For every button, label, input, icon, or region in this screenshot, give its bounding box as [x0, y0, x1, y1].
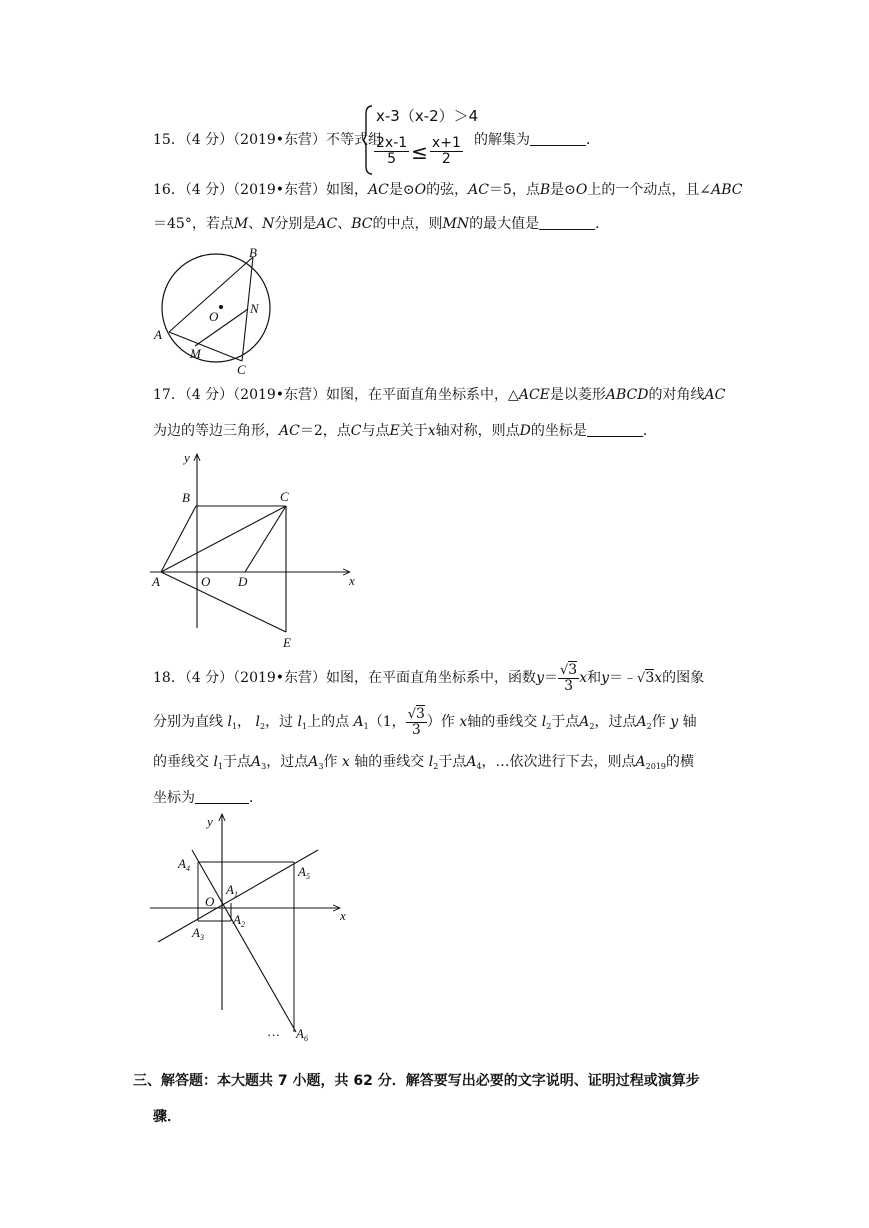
q16-text: N: [262, 216, 275, 232]
q18-label-a2: [232, 912, 245, 929]
q15-answer-blank[interactable]: [530, 131, 586, 146]
q18-text: y: [601, 670, 610, 686]
q18-text: y: [670, 714, 679, 730]
q18-frac-num: √3: [559, 661, 578, 678]
q18-line-4: [153, 788, 263, 808]
q18-label-y: y: [207, 814, 213, 829]
q18-text: 于点: [438, 754, 467, 770]
q15-end-mark: ．: [586, 132, 600, 148]
q17-figure: [148, 448, 364, 654]
q18-text: ，: [237, 714, 252, 730]
q16-text: 、: [248, 216, 263, 232]
q15-prefix: 15．（4 分）（2019•东营）不等式组: [153, 132, 383, 148]
q18-frac-den: 3: [564, 677, 574, 694]
q18-text: A: [251, 754, 262, 770]
q16-text: O: [414, 182, 427, 198]
q18-label-a1-sub: 1: [233, 890, 238, 899]
q16-text: 的弦，: [426, 182, 469, 198]
q18-text: 上的点: [307, 714, 350, 730]
q18-text: 分别为直线: [153, 714, 223, 730]
q18-sub: 4: [476, 762, 482, 771]
q17-line-1: [153, 385, 725, 405]
q18-text: A: [579, 714, 590, 730]
q16-label-n: N: [250, 301, 259, 316]
q18-label-a1-letter: A: [226, 882, 234, 897]
q17-text: C: [350, 423, 362, 439]
q18-text: ）作: [426, 714, 455, 730]
q17-label-x: x: [349, 573, 355, 588]
q15-inequality-1: x-3（x-2）＞4: [376, 107, 479, 125]
q18-text: ，过点: [266, 754, 309, 770]
q17-side-cd: [245, 506, 286, 572]
q17-text: E: [389, 423, 400, 439]
q16-center-dot: [219, 305, 223, 309]
q18-label-a5-sub: 5: [305, 872, 310, 881]
q18-label-a2-letter: A: [233, 912, 241, 927]
q16-text: B: [539, 182, 551, 198]
q16-text: AC: [368, 182, 389, 198]
q17-text: D: [519, 423, 531, 439]
q17-label-c: C: [280, 489, 289, 504]
q18-label-a3: [191, 925, 204, 942]
q16-text: ABC: [711, 182, 743, 198]
q18-label-a2-sub: 2: [240, 920, 245, 929]
q16-text: ＝45°，若点: [153, 216, 234, 232]
section-3-heading-line-1: 三、解答题：本大题共 7 小题，共 62 分．解答要写出必要的文字说明、证明过程或演算步: [133, 1073, 700, 1089]
q17-text: 关于: [399, 423, 428, 439]
q18-text: A: [466, 754, 477, 770]
q18-sub: 1: [302, 722, 308, 731]
q18-label-o: O: [205, 894, 215, 909]
q16-answer-blank[interactable]: [539, 215, 595, 230]
q16-label-m: M: [190, 346, 201, 361]
q18-text: A: [636, 714, 647, 730]
q18-label-a3-sub: 3: [199, 933, 204, 942]
q18-text: （1，: [368, 714, 406, 730]
q18-text: 和: [587, 670, 602, 686]
q16-text: 的中点，则: [372, 216, 443, 232]
q16-text: 、: [337, 216, 352, 232]
q17-label-e: E: [283, 635, 291, 650]
q16-text: BC: [351, 216, 373, 232]
q17-text: 轴对称，则点: [435, 423, 520, 439]
q18-sub: 2: [546, 722, 552, 731]
q16-text: 分别是: [274, 216, 317, 232]
q18-text: l: [255, 714, 260, 730]
q18-figure: [148, 810, 358, 1046]
q18-answer-blank[interactable]: [195, 789, 249, 804]
q18-label-a5: [297, 864, 310, 881]
q15-brace: [362, 104, 374, 176]
q15-f1-den: 5: [387, 151, 397, 167]
q16-label-b: B: [249, 245, 257, 260]
q17-side-ae: [161, 572, 286, 632]
q15-f2-num: x+1: [431, 135, 461, 151]
q18-text: ＝﹣: [609, 670, 638, 686]
q16-end-mark: ．: [595, 216, 610, 232]
q18-sqrt3: √3: [637, 670, 655, 686]
q16-chord-ac: [169, 332, 242, 361]
q18-text: x: [459, 714, 468, 730]
q18-text: 轴的垂线交: [354, 754, 425, 770]
q18-line-2: [153, 702, 697, 747]
q17-label-d: D: [238, 574, 248, 589]
q18-text: 的图象: [662, 670, 705, 686]
q18-text: A: [353, 714, 364, 730]
q18-text: l: [297, 714, 302, 730]
q17-text: 是以菱形: [549, 387, 606, 403]
q18-text: x: [654, 670, 663, 686]
q18-sub: 2: [259, 722, 266, 731]
q18-fraction-sqrt3-over-3: [406, 707, 427, 738]
q18-text: 的横: [666, 754, 695, 770]
q18-label-a4-letter: A: [178, 856, 186, 871]
q18-text: y: [536, 670, 544, 686]
q18-sub: 3: [318, 762, 324, 771]
q17-label-b: B: [182, 490, 190, 505]
q17-label-a: A: [152, 574, 160, 589]
q16-label-a: A: [154, 327, 162, 342]
q18-text: 作: [323, 754, 338, 770]
q18-sqrt-radicand: 3: [645, 670, 655, 686]
q18-text: l: [227, 714, 232, 730]
q16-text: 是⊙: [388, 182, 415, 198]
q17-text: x: [427, 423, 436, 439]
q17-line-2: [153, 421, 657, 441]
q16-text: MN: [442, 216, 470, 232]
q18-sub: 2: [589, 722, 595, 731]
q18-label-a6-letter: A: [296, 1026, 304, 1041]
q18-label-a5-letter: A: [298, 864, 306, 879]
q16-line-2: [153, 214, 609, 234]
q18-frac-den: 3: [411, 721, 421, 738]
q15-fraction-1: [374, 136, 409, 167]
q18-label-a6-sub: 6: [303, 1034, 308, 1043]
q17-side-ab: [161, 506, 196, 572]
q16-segment-mn: [195, 309, 248, 346]
q18-end-mark: ．: [249, 790, 263, 806]
q17-text: ＝2，点: [299, 423, 351, 439]
q18-text: ＝: [543, 670, 558, 686]
q16-text: AC: [316, 216, 338, 232]
q18-sqrt-radicand: 3: [568, 661, 578, 678]
q15-leq: ≤: [411, 139, 428, 164]
q16-label-c: C: [237, 362, 246, 376]
q18-label-a6: [295, 1026, 308, 1043]
q17-text: 与点: [361, 423, 390, 439]
q16-line-1: [153, 180, 742, 200]
q18-sqrt-radicand: 3: [415, 705, 425, 722]
q15-suffix-text: 的解集为: [474, 132, 530, 148]
q18-label-a4-sub: 4: [185, 864, 190, 873]
q15-fraction-2: [430, 136, 463, 167]
q18-text: ，过: [265, 714, 294, 730]
q18-text: 坐标为: [153, 790, 195, 806]
q18-text: 轴的垂线交: [467, 714, 538, 730]
q15-suffix: [474, 130, 600, 150]
q15-f1-num: 2x-1: [376, 135, 408, 151]
q16-figure: [148, 244, 284, 376]
q18-line-l2: [192, 850, 296, 1032]
q18-text: ，…依次进行下去，则点: [481, 754, 636, 770]
q16-text: O: [575, 182, 588, 198]
q18-sub: 2: [433, 762, 439, 771]
q18-text: l: [213, 754, 218, 770]
q17-label-o: O: [201, 574, 211, 589]
q17-text: ABCD: [605, 387, 649, 403]
q15-f2-den: 2: [441, 151, 451, 167]
q17-text: AC: [704, 387, 726, 403]
q18-sub: 1: [231, 722, 238, 731]
q18-text: l: [541, 714, 547, 730]
q18-text: ，过点: [594, 714, 637, 730]
q18-sub: 1: [363, 722, 369, 731]
q18-text: 作: [651, 714, 666, 730]
q18-label-dots: …: [268, 1024, 280, 1039]
q18-sub: 2: [646, 722, 652, 731]
q18-label-a4: [177, 856, 190, 873]
q17-answer-blank[interactable]: [587, 422, 643, 437]
q17-text: ACE: [518, 387, 550, 403]
q18-text: x: [579, 670, 588, 686]
q18-text: 的垂线交: [153, 754, 209, 770]
q18-fraction-sqrt3-over-3: [558, 663, 579, 694]
q17-text: 17．（4 分）（2019•东营）如图，在平面直角坐标系中，△: [153, 387, 519, 403]
q18-text: 轴: [682, 714, 697, 730]
q18-text: 于点: [223, 754, 252, 770]
q16-text: 上的一个动点，且∠: [587, 182, 712, 198]
q17-text: 为边的等边三角形，: [153, 423, 279, 439]
q17-text: AC: [279, 423, 300, 439]
q18-label-a3-letter: A: [192, 925, 200, 940]
q18-text: 于点: [551, 714, 580, 730]
q17-end-mark: ．: [642, 423, 657, 439]
q18-text: x: [341, 754, 350, 770]
q17-text: 的对角线: [648, 387, 705, 403]
q16-text: 的最大值是: [469, 216, 540, 232]
q16-label-o: O: [209, 309, 219, 324]
q18-line-1: [153, 658, 704, 699]
q18-sub: 3: [261, 762, 267, 771]
q17-diagonal-ac: [161, 506, 286, 572]
q16-text: ＝5，点: [488, 182, 540, 198]
q18-text: 18．（4 分）（2019•东营）如图，在平面直角坐标系中，函数: [153, 670, 537, 686]
q17-label-y: y: [184, 450, 190, 465]
q16-text: 16．（4 分）（2019•东营）如图，: [153, 182, 369, 198]
q18-text: A: [635, 754, 646, 770]
q16-text: M: [233, 216, 249, 232]
q18-text: l: [428, 754, 434, 770]
q18-sub: 1: [217, 762, 224, 771]
q15-inequality-2: [374, 136, 463, 167]
section-3-heading-line-2: 骤．: [153, 1109, 181, 1125]
q18-label-x: x: [340, 908, 346, 923]
q16-text: 是⊙: [550, 182, 576, 198]
q17-text: 的坐标是: [530, 423, 587, 439]
q18-frac-num: √3: [407, 705, 425, 722]
q18-text: A: [308, 754, 319, 770]
q18-line-3: [153, 752, 694, 777]
q18-label-a1: [225, 882, 238, 899]
q18-sub: 2019: [645, 762, 667, 771]
q16-text: AC: [468, 182, 489, 198]
